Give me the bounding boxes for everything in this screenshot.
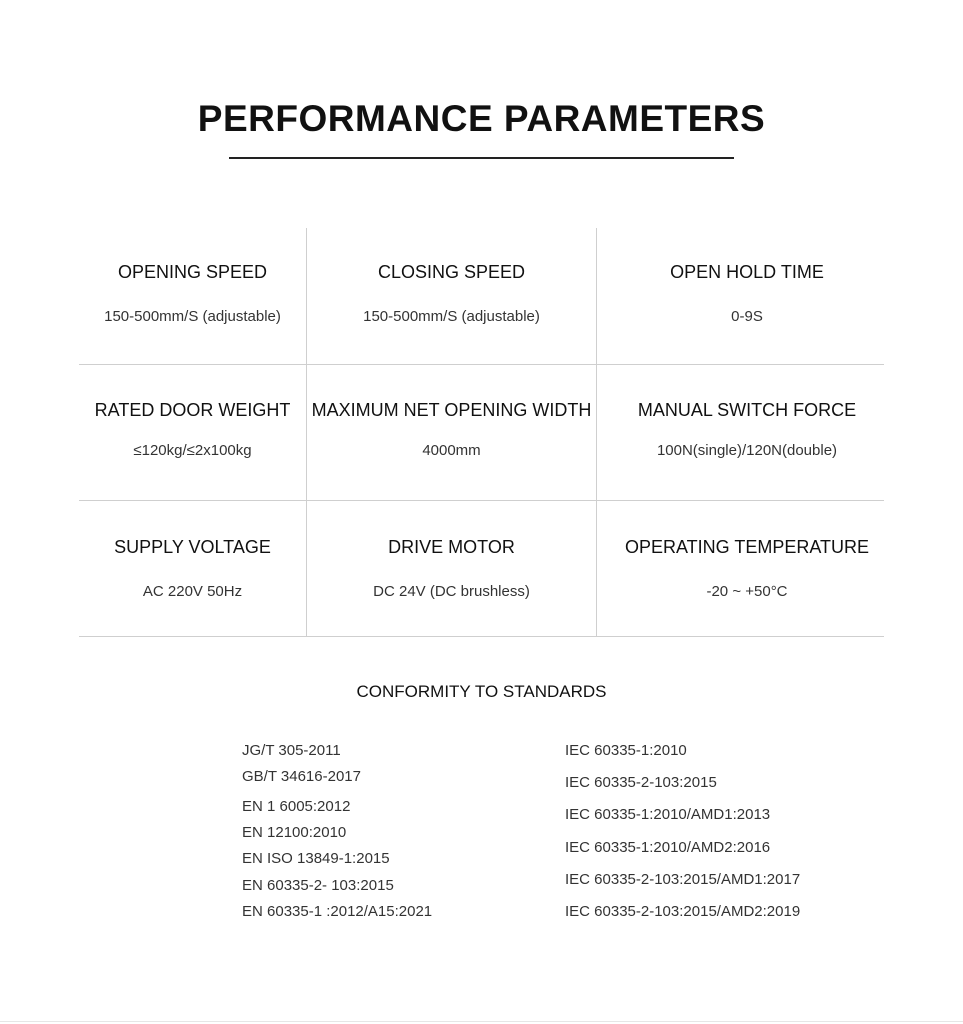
param-value: -20 ~ +50°C — [706, 583, 788, 600]
standard-item: IEC 60335-1:2010 — [565, 742, 687, 759]
parameters-grid — [79, 228, 884, 637]
standard-item: IEC 60335-1:2010/AMD1:2013 — [565, 806, 771, 823]
param-opening-speed — [79, 228, 306, 364]
param-drive-motor — [307, 501, 596, 636]
page-title: PERFORMANCE PARAMETERS — [197, 98, 766, 139]
param-value: ≤120kg/≤2x100kg — [133, 442, 252, 459]
param-label: OPENING SPEED — [117, 262, 268, 282]
param-value: 4000mm — [422, 442, 481, 459]
row-divider — [79, 636, 884, 637]
param-operating-temperature — [597, 501, 897, 636]
param-label: MANUAL SWITCH FORCE — [637, 400, 857, 420]
param-supply-voltage — [79, 501, 306, 636]
param-max-net-opening-width — [307, 365, 596, 500]
standard-item: EN 12100:2010 — [242, 824, 347, 841]
standard-item: EN 60335-2- 103:2015 — [242, 877, 394, 894]
param-closing-speed — [307, 228, 596, 364]
standard-item: JG/T 305-2011 — [242, 742, 341, 759]
standard-item: EN ISO 13849-1:2015 — [242, 850, 390, 867]
param-label: OPEN HOLD TIME — [670, 262, 824, 282]
param-label: RATED DOOR WEIGHT — [94, 400, 291, 420]
param-label: OPERATING TEMPERATURE — [624, 537, 870, 557]
param-value: 150-500mm/S (adjustable) — [363, 308, 540, 325]
standard-item: IEC 60335-2-103:2015 — [565, 774, 717, 791]
standard-item: IEC 60335-2-103:2015/AMD1:2017 — [565, 871, 801, 888]
param-label: MAXIMUM NET OPENING WIDTH — [311, 400, 592, 420]
param-label: CLOSING SPEED — [377, 262, 526, 282]
param-value: 100N(single)/120N(double) — [656, 442, 838, 459]
title-underline — [229, 157, 734, 159]
param-open-hold-time — [597, 228, 897, 364]
param-manual-switch-force — [597, 365, 897, 500]
param-label: DRIVE MOTOR — [388, 537, 515, 557]
standard-item: EN 60335-1 :2012/A15:2021 — [242, 903, 433, 920]
standard-item: IEC 60335-1:2010/AMD2:2016 — [565, 839, 771, 856]
param-value: 0-9S — [731, 308, 763, 325]
standard-item: EN 1 6005:2012 — [242, 798, 351, 815]
param-rated-door-weight — [79, 365, 306, 500]
param-value: AC 220V 50Hz — [142, 583, 243, 600]
param-value: DC 24V (DC brushless) — [373, 583, 530, 600]
bottom-divider — [0, 1021, 963, 1022]
param-value: 150-500mm/S (adjustable) — [104, 308, 281, 325]
standard-item: IEC 60335-2-103:2015/AMD2:2019 — [565, 903, 801, 920]
standards-title: CONFORMITY TO STANDARDS — [356, 682, 607, 701]
param-label: SUPPLY VOLTAGE — [114, 537, 271, 557]
standard-item: GB/T 34616-2017 — [242, 768, 361, 785]
